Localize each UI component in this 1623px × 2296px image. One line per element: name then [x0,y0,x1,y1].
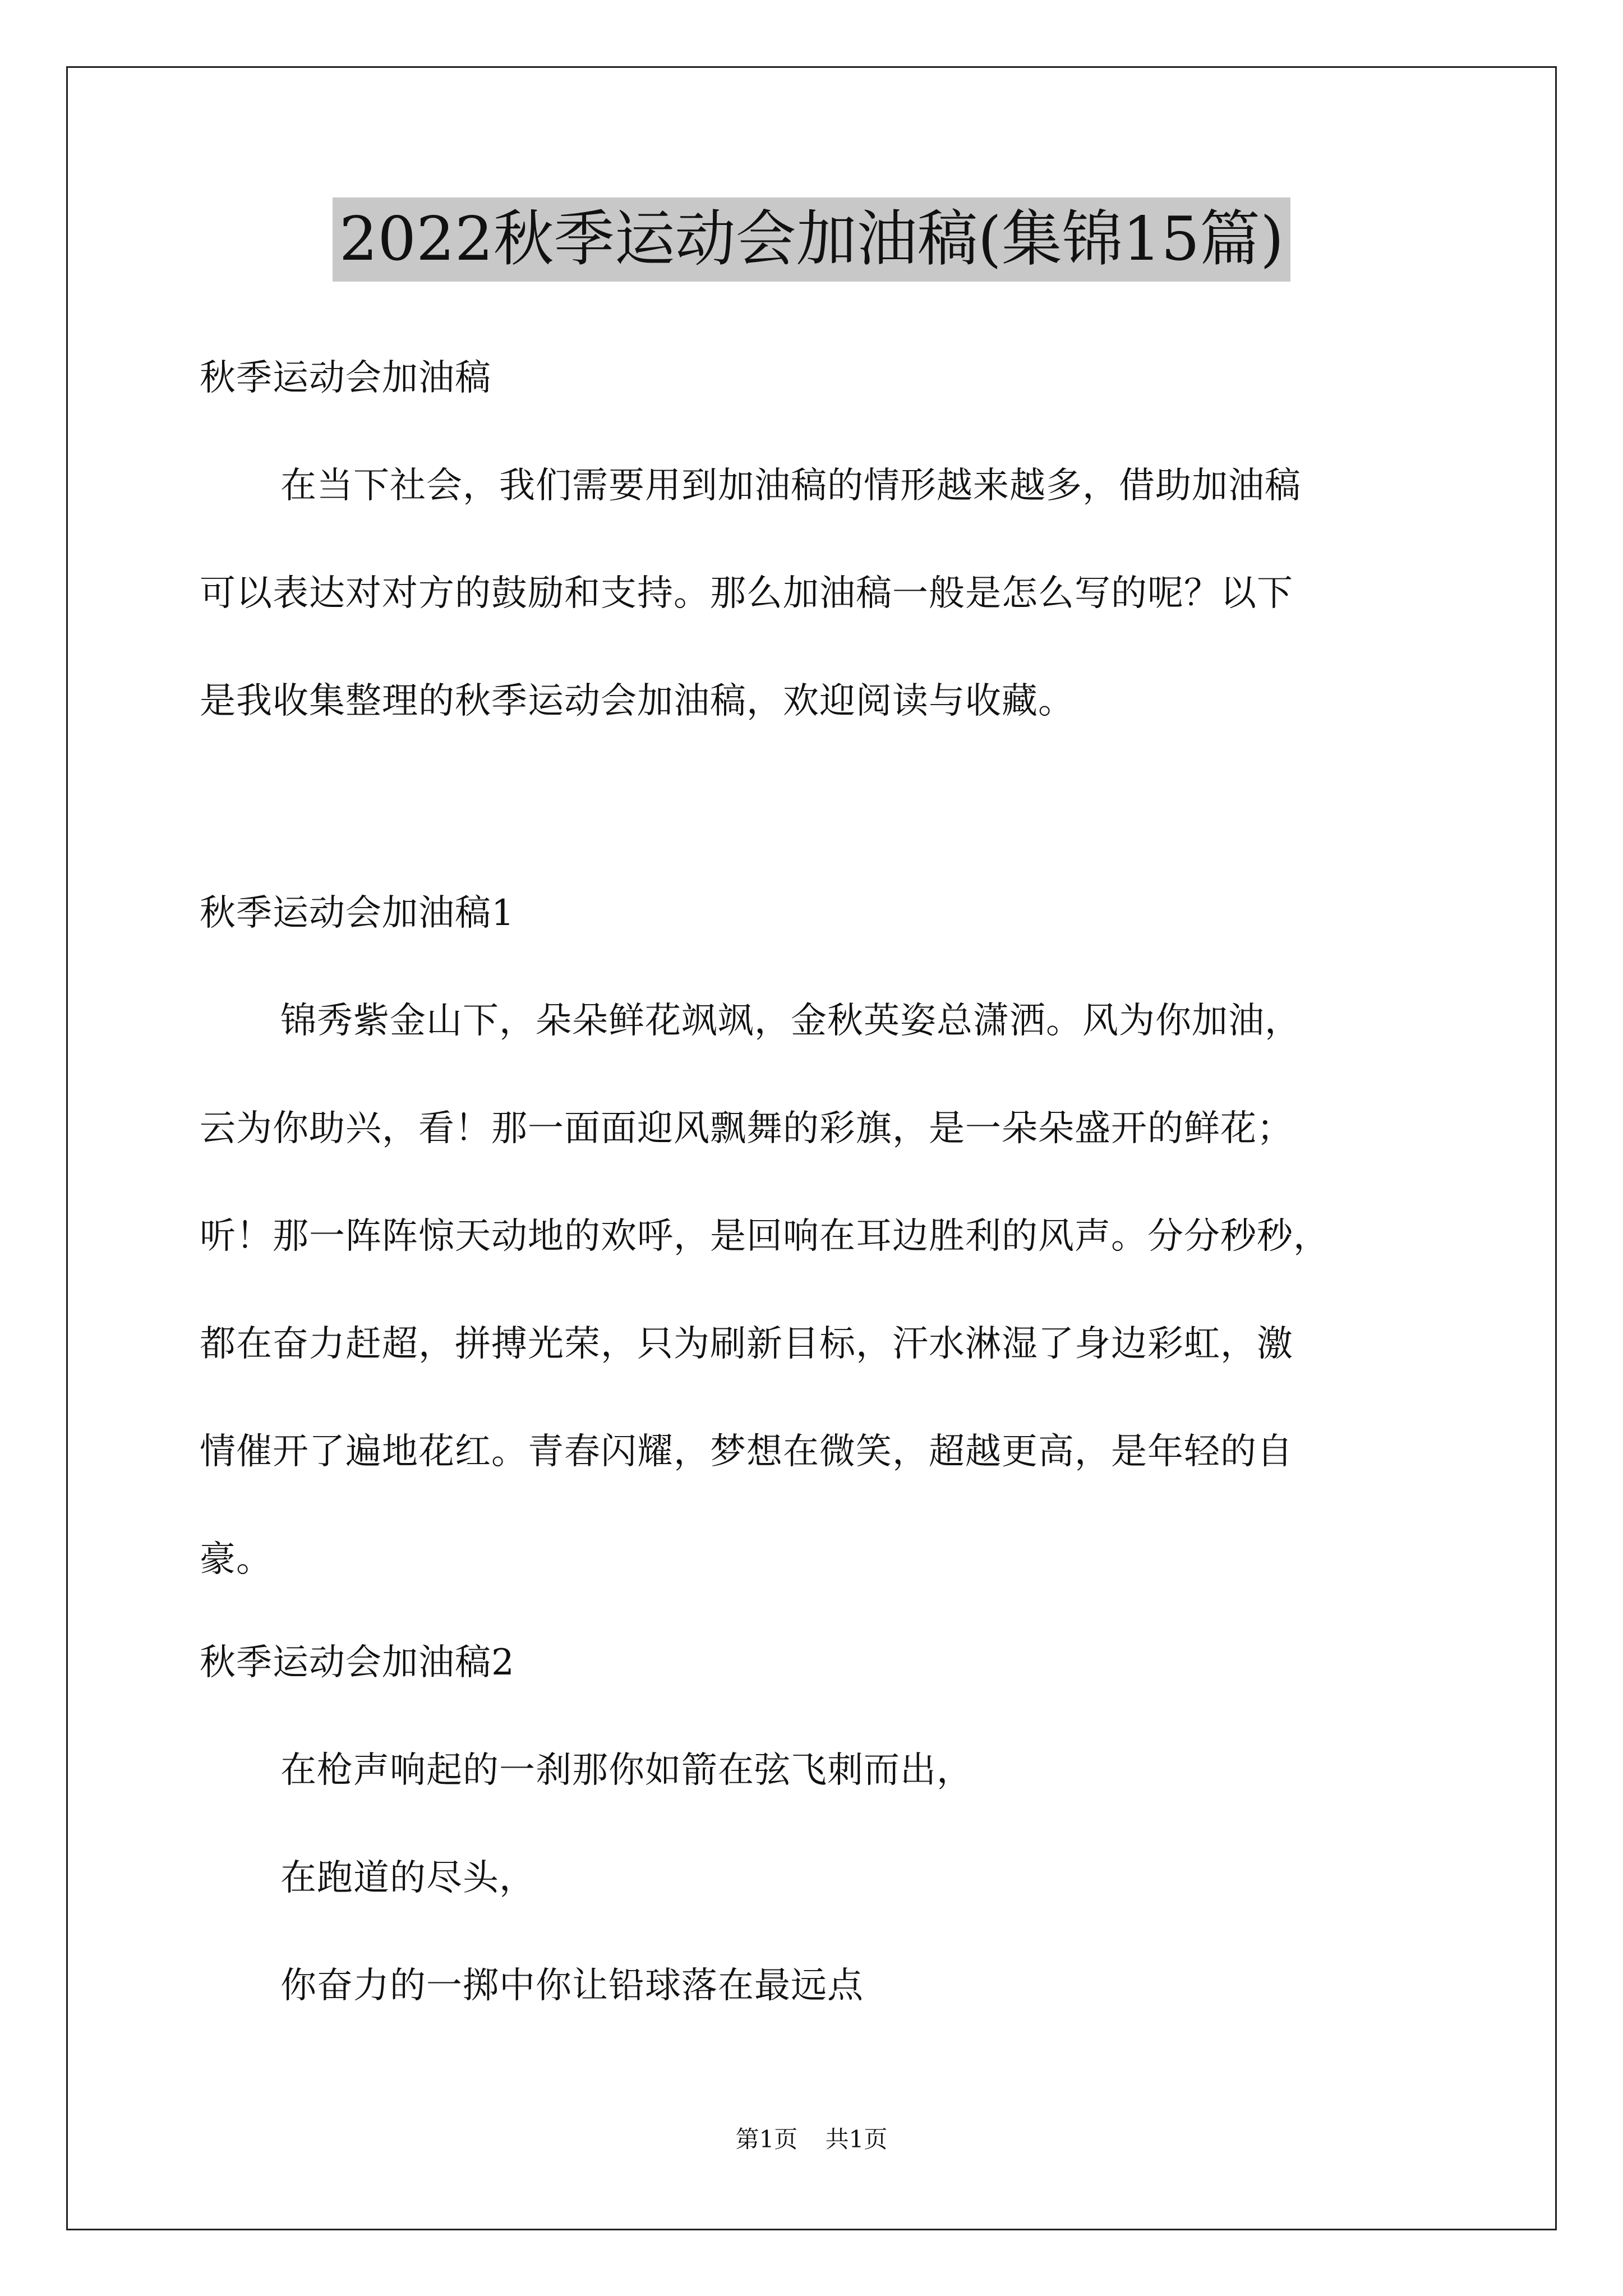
intro-paragraph-line: 可以表达对对方的鼓励和支持。那么加油稿一般是怎么写的呢？以下 [200,573,1293,614]
page-total: 共1页 [825,2125,888,2153]
section2-paragraph-line: 在枪声响起的一刹那你如箭在弦飞刺而出， [280,1750,973,1791]
intro-heading: 秋季运动会加油稿 [200,357,491,399]
section1-paragraph-line: 锦秀紫金山下，朵朵鲜花飒飒，金秋英姿总潇洒。风为你加油， [280,1000,1301,1042]
section1-paragraph-line: 豪。 [200,1539,273,1580]
section1-paragraph-line: 云为你助兴，看！那一面面迎风飘舞的彩旗，是一朵朵盛开的鲜花； [200,1108,1293,1149]
section2-paragraph-line: 你奋力的一掷中你让铅球落在最远点 [280,1965,864,2007]
section2-heading: 秋季运动会加油稿2 [200,1642,515,1683]
title-container [0,197,1623,282]
section1-paragraph-line: 情催开了遍地花红。青春闪耀，梦想在微笑，超越更高，是年轻的自 [200,1431,1293,1473]
document-title: 2022秋季运动会加油稿(集锦15篇) [333,197,1291,282]
section1-heading: 秋季运动会加油稿1 [200,892,515,934]
section1-paragraph-line: 都在奋力赶超，拼搏光荣，只为刷新目标，汗水淋湿了身边彩虹，激 [200,1323,1293,1365]
page-number: 第1页 [735,2125,798,2153]
section2-paragraph-line: 在跑道的尽头， [280,1857,536,1899]
page-footer [0,2123,1623,2156]
intro-paragraph-line: 在当下社会，我们需要用到加油稿的情形越来越多，借助加油稿 [280,465,1301,507]
section1-paragraph-line: 听！那一阵阵惊天动地的欢呼，是回响在耳边胜利的风声。分分秒秒， [200,1216,1330,1257]
intro-paragraph-line: 是我收集整理的秋季运动会加油稿，欢迎阅读与收藏。 [200,680,1075,722]
